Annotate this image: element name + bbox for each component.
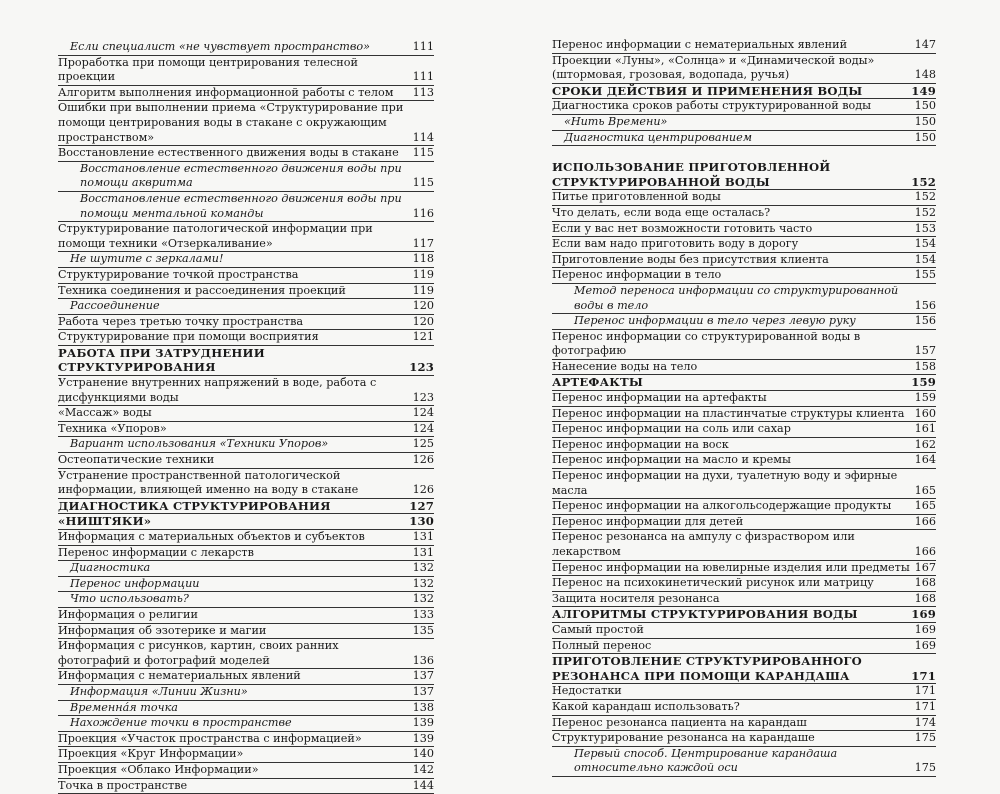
toc-entry-title: СРОКИ ДЕЙСТВИЯ И ПРИМЕНЕНИЯ ВОДЫ — [552, 84, 907, 99]
toc-page-number: 120 — [408, 299, 434, 314]
toc-page-number: 133 — [408, 608, 434, 623]
toc-page-number: 132 — [408, 577, 434, 592]
toc-page-number: 132 — [408, 561, 434, 576]
toc-entry[interactable] — [552, 253, 936, 269]
toc-entry-title: Диагностика центрированием — [552, 131, 910, 146]
toc-page-number: 131 — [408, 530, 434, 545]
toc-page-number: 165 — [910, 499, 936, 514]
toc-entry-title: Структурирование при помощи восприятия — [58, 330, 408, 345]
toc-entry-title: Структурирование точкой пространства — [58, 268, 408, 283]
toc-page-number: 149 — [907, 84, 936, 99]
toc-entry[interactable] — [552, 469, 936, 499]
toc-page-number: 175 — [910, 761, 936, 776]
toc-entry-title: Что делать, если вода еще осталась? — [552, 206, 910, 221]
toc-section-heading[interactable] — [58, 346, 434, 376]
toc-page-number: 121 — [408, 330, 434, 345]
toc-entry[interactable] — [552, 268, 936, 284]
toc-section-heading[interactable] — [58, 514, 434, 530]
toc-entry-title: Что использовать? — [58, 592, 408, 607]
toc-page-number: 124 — [408, 422, 434, 437]
toc-page-number: 136 — [408, 654, 434, 669]
toc-page-number: 162 — [910, 438, 936, 453]
toc-entry[interactable] — [552, 576, 936, 592]
toc-entry-title: Полный перенос — [552, 639, 910, 654]
toc-entry-title: Проекция «Облако Информации» — [58, 763, 408, 778]
toc-entry-title: Перенос информации на артефакты — [552, 391, 910, 406]
toc-entry-title: Устранение пространственной патологической информации, влияющей именно на воду в стакане — [58, 469, 408, 498]
toc-entry[interactable] — [58, 101, 434, 146]
toc-entry[interactable] — [58, 268, 434, 284]
toc-entry[interactable] — [58, 146, 434, 162]
toc-entry[interactable] — [58, 252, 434, 268]
toc-entry-title: Перенос информации с нематериальных явлений — [552, 38, 910, 53]
toc-page-number: 157 — [910, 344, 936, 359]
toc-entry[interactable] — [58, 437, 434, 453]
toc-page-number: 137 — [408, 685, 434, 700]
toc-entry-title: Восстановление естественного движения воды при помощи ментальной команды — [58, 192, 408, 221]
toc-entry-title: Точка в пространстве — [58, 779, 408, 794]
toc-page-number: 115 — [408, 146, 434, 161]
toc-entry[interactable] — [552, 190, 936, 206]
toc-page-number: 156 — [910, 314, 936, 329]
toc-page-number: 117 — [408, 237, 434, 252]
toc-entry[interactable] — [58, 192, 434, 222]
toc-entry-title: Питье приготовленной воды — [552, 190, 910, 205]
toc-page-number: 139 — [408, 732, 434, 747]
toc-entry-title: Перенос информации на масло и кремы — [552, 453, 910, 468]
toc-entry-title: Перенос информации на пластинчатые структуры клиента — [552, 407, 910, 422]
toc-page-number: 171 — [910, 684, 936, 699]
toc-entry-title: Перенос информации на воск — [552, 438, 910, 453]
toc-page-number: 154 — [910, 237, 936, 252]
toc-entry-title: Информация с материальных объектов и субъектов — [58, 530, 408, 545]
toc-entry[interactable] — [58, 747, 434, 763]
toc-entry-title: Если специалист «не чувствует пространство» — [58, 40, 408, 55]
toc-page-number: 167 — [910, 561, 936, 576]
toc-entry[interactable] — [552, 453, 936, 469]
toc-entry-title: Перенос информации на духи, туалетную воду и эфирные масла — [552, 469, 910, 498]
toc-page-number: 120 — [408, 315, 434, 330]
toc-entry[interactable] — [58, 624, 434, 640]
toc-entry-title: Проекция «Круг Информации» — [58, 747, 408, 762]
toc-entry-title: Перенос резонанса на ампулу с физраствором или лекарством — [552, 530, 910, 559]
toc-entry-title: Информация с рисунков, картин, своих ранних фотографий и фотографий моделей — [58, 639, 408, 668]
toc-entry-title: Нахождение точки в пространстве — [58, 716, 408, 731]
toc-entry[interactable] — [552, 623, 936, 639]
toc-entry-title: «Массаж» воды — [58, 406, 408, 421]
toc-entry[interactable] — [552, 561, 936, 577]
toc-entry-title: Диагностика сроков работы структурированной воды — [552, 99, 910, 114]
toc-entry[interactable] — [552, 314, 936, 330]
toc-page-number: 148 — [910, 68, 936, 83]
toc-page-number: 123 — [405, 360, 434, 375]
toc-page-number: 130 — [405, 514, 434, 529]
toc-section-heading[interactable] — [58, 499, 434, 515]
toc-entry-title: Самый простой — [552, 623, 910, 638]
toc-section-heading[interactable] — [552, 607, 936, 623]
toc-entry[interactable] — [58, 56, 434, 86]
toc-page-number: 171 — [907, 669, 936, 684]
toc-page-number: 168 — [910, 592, 936, 607]
toc-entry[interactable] — [552, 360, 936, 376]
toc-entry-title: Восстановление естественного движения воды в стакане — [58, 146, 408, 161]
toc-entry[interactable] — [58, 779, 434, 794]
toc-entry[interactable] — [552, 131, 936, 147]
toc-entry[interactable] — [552, 731, 936, 747]
toc-page-number: 169 — [910, 639, 936, 654]
toc-page-number: 175 — [910, 731, 936, 746]
toc-entry-title: Информация о религии — [58, 608, 408, 623]
toc-entry-title: Вариант использования «Техники Упоров» — [58, 437, 408, 452]
toc-page-number: 153 — [910, 222, 936, 237]
toc-page-number: 115 — [408, 176, 434, 191]
toc-entry[interactable] — [552, 639, 936, 655]
toc-page-number: 111 — [408, 40, 434, 55]
toc-entry-title: Какой карандаш использовать? — [552, 700, 910, 715]
toc-entry[interactable] — [58, 469, 434, 499]
toc-page-number: 123 — [408, 391, 434, 406]
toc-entry[interactable] — [58, 716, 434, 732]
toc-page-number: 161 — [910, 422, 936, 437]
toc-page-number: 158 — [910, 360, 936, 375]
toc-page-number: 139 — [408, 716, 434, 731]
toc-page-number: 118 — [408, 252, 434, 267]
toc-entry-title: Первый способ. Центрирование карандаша относительно каждой оси — [552, 747, 910, 776]
toc-page-number: 137 — [408, 669, 434, 684]
toc-entry-title: Перенос информации в тело — [552, 268, 910, 283]
toc-page-number: 126 — [408, 483, 434, 498]
toc-page-number: 150 — [910, 115, 936, 130]
toc-entry-title: «Нить Времени» — [552, 115, 910, 130]
toc-page-left — [58, 40, 434, 794]
toc-page-number: 125 — [408, 437, 434, 452]
toc-entry-title: Перенос резонанса пациента на карандаш — [552, 716, 910, 731]
toc-entry[interactable] — [552, 716, 936, 732]
toc-page-number: 156 — [910, 299, 936, 314]
toc-entry[interactable] — [58, 639, 434, 669]
toc-entry[interactable] — [552, 115, 936, 131]
toc-page-number: 138 — [408, 701, 434, 716]
toc-entry[interactable] — [552, 438, 936, 454]
toc-entry[interactable] — [552, 38, 936, 54]
toc-page-number: 159 — [910, 391, 936, 406]
toc-page-number: 140 — [408, 747, 434, 762]
toc-entry[interactable] — [552, 407, 936, 423]
toc-entry-title: Недостатки — [552, 684, 910, 699]
toc-entry-title: Если у вас нет возможности готовить часто — [552, 222, 910, 237]
toc-page-number: 150 — [910, 131, 936, 146]
toc-entry-title: Информация об эзотерике и магии — [58, 624, 408, 639]
toc-entry[interactable] — [58, 763, 434, 779]
toc-entry-title: РАБОТА ПРИ ЗАТРУДНЕНИИ СТРУКТУРИРОВАНИЯ — [58, 346, 405, 375]
toc-entry[interactable] — [552, 530, 936, 560]
toc-entry-title: Не шутите с зеркалами! — [58, 252, 408, 267]
toc-entry[interactable] — [58, 162, 434, 192]
toc-entry-title: Информация с нематериальных явлений — [58, 669, 408, 684]
toc-entry[interactable] — [58, 530, 434, 546]
toc-entry-title: Перенос информации на ювелирные изделия или предметы — [552, 561, 910, 576]
toc-entry[interactable] — [552, 592, 936, 608]
toc-entry[interactable] — [552, 99, 936, 115]
toc-section-heading[interactable] — [552, 375, 936, 391]
toc-page-number: 126 — [408, 453, 434, 468]
toc-entry[interactable] — [552, 222, 936, 238]
toc-entry[interactable] — [58, 406, 434, 422]
toc-entry[interactable] — [58, 685, 434, 701]
toc-entry[interactable] — [58, 577, 434, 593]
toc-entry-title: Временна́я точка — [58, 701, 408, 716]
toc-entry-title: Метод переноса информации со структурированной воды в тело — [552, 284, 910, 313]
toc-entry-title: Рассоединение — [58, 299, 408, 314]
toc-entry[interactable] — [58, 86, 434, 102]
toc-page-number: 152 — [910, 190, 936, 205]
toc-entry-title: Ошибки при выполнении приема «Структурирование при помощи центрирования воды в стакане с окружающим пространством» — [58, 101, 408, 145]
toc-entry-title: Проекция «Участок пространства с информацией» — [58, 732, 408, 747]
toc-page-number: 154 — [910, 253, 936, 268]
toc-page-number: 119 — [408, 284, 434, 299]
toc-page-number: 169 — [910, 623, 936, 638]
toc-entry-title: Алгоритм выполнения информационной работы с телом — [58, 86, 408, 101]
toc-page-number: 150 — [910, 99, 936, 114]
toc-page-number: 155 — [910, 268, 936, 283]
toc-entry-title: Работа через третью точку пространства — [58, 315, 408, 330]
toc-page-right — [552, 38, 936, 777]
toc-page-number: 166 — [910, 545, 936, 560]
toc-entry-title: Перенос информации на соль или сахар — [552, 422, 910, 437]
toc-page-number: 116 — [408, 207, 434, 222]
toc-entry[interactable] — [58, 592, 434, 608]
toc-entry-title: Перенос на психокинетический рисунок или матрицу — [552, 576, 910, 591]
toc-entry-title: Проекции «Луны», «Солнца» и «Динамической воды» (штормовая, грозовая, водопада, ручья) — [552, 54, 910, 83]
toc-entry[interactable] — [58, 222, 434, 252]
toc-entry-title: Техника соединения и рассоединения проекций — [58, 284, 408, 299]
toc-entry[interactable] — [552, 700, 936, 716]
toc-entry[interactable] — [552, 206, 936, 222]
toc-entry-title: Перенос информации со структурированной воды в фотографию — [552, 330, 910, 359]
toc-entry[interactable] — [552, 330, 936, 360]
toc-entry[interactable] — [58, 608, 434, 624]
toc-entry[interactable] — [552, 499, 936, 515]
toc-entry-title: Техника «Упоров» — [58, 422, 408, 437]
toc-page-number: 166 — [910, 515, 936, 530]
toc-page-number: 113 — [408, 86, 434, 101]
toc-entry[interactable] — [58, 40, 434, 56]
toc-entry-title: Если вам надо приготовить воду в дорогу — [552, 237, 910, 252]
toc-entry[interactable] — [552, 54, 936, 84]
toc-entry[interactable] — [552, 284, 936, 314]
toc-entry-title: Устранение внутренних напряжений в воде, работа с дисфункциями воды — [58, 376, 408, 405]
toc-entry-title: Диагностика — [58, 561, 408, 576]
toc-entry-title: Перенос информации для детей — [552, 515, 910, 530]
toc-entry-title: Структурирование резонанса на карандаше — [552, 731, 910, 746]
toc-entry[interactable] — [552, 422, 936, 438]
toc-entry[interactable] — [58, 453, 434, 469]
toc-page-number: 142 — [408, 763, 434, 778]
toc-entry-title: Перенос информации на алкогольсодержащие продукты — [552, 499, 910, 514]
toc-page-number: 135 — [408, 624, 434, 639]
toc-page-number: 160 — [910, 407, 936, 422]
toc-page-number: 169 — [907, 607, 936, 622]
toc-entry[interactable] — [58, 284, 434, 300]
toc-entry-title: Приготовление воды без присутствия клиента — [552, 253, 910, 268]
toc-page-number: 132 — [408, 592, 434, 607]
toc-entry[interactable] — [552, 515, 936, 531]
toc-entry[interactable] — [58, 299, 434, 315]
toc-section-heading[interactable] — [552, 160, 936, 190]
toc-entry-title: ДИАГНОСТИКА СТРУКТУРИРОВАНИЯ — [58, 499, 405, 514]
toc-entry-title: ПРИГОТОВЛЕНИЕ СТРУКТУРИРОВАННОГО РЕЗОНАНСА ПРИ ПОМОЩИ КАРАНДАША — [552, 654, 907, 683]
toc-page-number: 147 — [910, 38, 936, 53]
toc-page-number: 171 — [910, 700, 936, 715]
toc-entry[interactable] — [58, 422, 434, 438]
toc-page-number: 119 — [408, 268, 434, 283]
toc-page-number: 164 — [910, 453, 936, 468]
toc-page-number: 111 — [408, 70, 434, 85]
toc-entry-title: Остеопатические техники — [58, 453, 408, 468]
toc-page-number: 114 — [408, 131, 434, 146]
toc-page-number: 131 — [408, 546, 434, 561]
toc-entry[interactable] — [58, 546, 434, 562]
toc-entry[interactable] — [58, 561, 434, 577]
toc-entry-title: «НИШТЯКИ» — [58, 514, 405, 529]
toc-page-number: 168 — [910, 576, 936, 591]
toc-entry[interactable] — [552, 684, 936, 700]
toc-entry-title: Информация «Линии Жизни» — [58, 685, 408, 700]
toc-page-number: 144 — [408, 779, 434, 794]
toc-entry-title: Перенос информации с лекарств — [58, 546, 408, 561]
toc-entry[interactable] — [552, 391, 936, 407]
toc-entry[interactable] — [58, 701, 434, 717]
toc-entry-title: Перенос информации — [58, 577, 408, 592]
toc-entry-title: Перенос информации в тело через левую руку — [552, 314, 910, 329]
toc-entry[interactable] — [552, 237, 936, 253]
toc-page-number: 152 — [907, 175, 936, 190]
toc-entry-title: Защита носителя резонанса — [552, 592, 910, 607]
toc-page-number: 124 — [408, 406, 434, 421]
toc-entry[interactable] — [58, 732, 434, 748]
section-spacer — [552, 146, 936, 160]
toc-entry-title: АРТЕФАКТЫ — [552, 375, 907, 390]
toc-entry[interactable] — [58, 315, 434, 331]
toc-entry[interactable] — [58, 669, 434, 685]
toc-entry[interactable] — [552, 747, 936, 777]
toc-entry-title: АЛГОРИТМЫ СТРУКТУРИРОВАНИЯ ВОДЫ — [552, 607, 907, 622]
toc-entry-title: Восстановление естественного движения воды при помощи аквритма — [58, 162, 408, 191]
toc-entry[interactable] — [58, 330, 434, 346]
toc-section-heading[interactable] — [552, 84, 936, 100]
toc-entry-title: ИСПОЛЬЗОВАНИЕ ПРИГОТОВЛЕННОЙ СТРУКТУРИРОВАННОЙ ВОДЫ — [552, 160, 907, 189]
toc-section-heading[interactable] — [552, 654, 936, 684]
toc-entry-title: Структурирование патологической информации при помощи техники «Отзеркаливание» — [58, 222, 408, 251]
toc-entry-title: Проработка при помощи центрирования телесной проекции — [58, 56, 408, 85]
toc-entry-title: Нанесение воды на тело — [552, 360, 910, 375]
toc-page-number: 127 — [405, 499, 434, 514]
toc-entry[interactable] — [58, 376, 434, 406]
toc-page-number: 152 — [910, 206, 936, 221]
toc-page-number: 159 — [907, 375, 936, 390]
toc-page-number: 174 — [910, 716, 936, 731]
toc-page-number: 165 — [910, 484, 936, 499]
